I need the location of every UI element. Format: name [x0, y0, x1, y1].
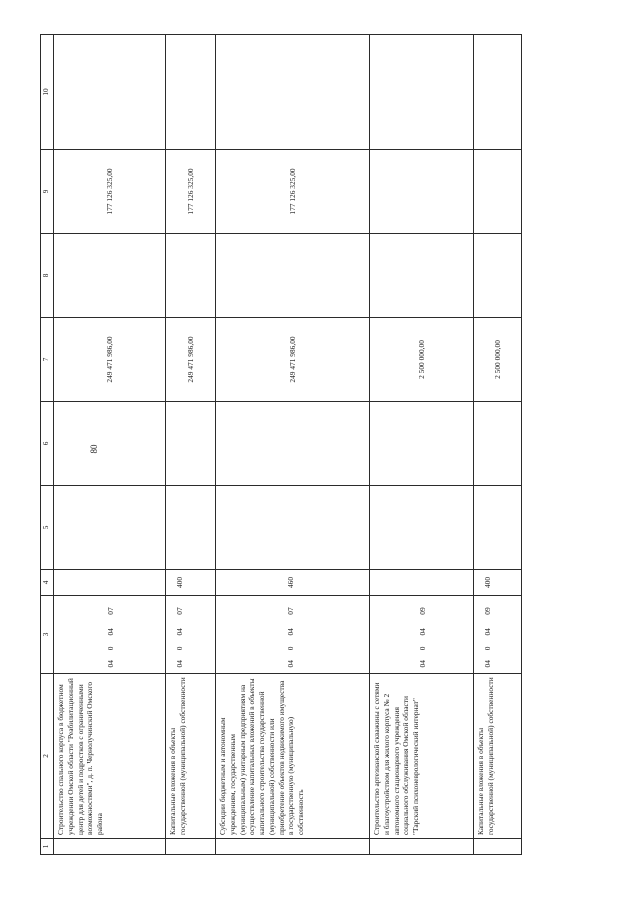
row-code	[370, 596, 474, 674]
code-part: 07	[106, 607, 115, 615]
cell-c8	[474, 234, 522, 318]
code-part: 09	[418, 607, 427, 615]
cell-c1	[54, 839, 166, 855]
code-part: 04	[483, 628, 492, 636]
cell-c1	[166, 839, 216, 855]
col-header-1: 1	[41, 839, 54, 855]
cell-c9: 177 126 325,00	[54, 150, 166, 234]
cell-c4	[370, 570, 474, 596]
col-header-8: 8	[41, 234, 54, 318]
col-header-7: 7	[41, 318, 54, 402]
table-row	[370, 35, 474, 855]
row-code	[474, 596, 522, 674]
cell-c7: 249 471 986,00	[54, 318, 166, 402]
table-row	[54, 35, 166, 855]
code-part: 04	[286, 628, 295, 636]
cell-c6	[166, 402, 216, 486]
cell-c9: 177 126 325,00	[216, 150, 370, 234]
cell-c5	[166, 486, 216, 570]
cell-c4: 400	[474, 570, 522, 596]
code-part: 0	[106, 646, 115, 651]
cell-c6	[216, 402, 370, 486]
cell-c9	[474, 150, 522, 234]
cell-c10	[370, 35, 474, 150]
row-code	[54, 596, 166, 674]
code-part: 07	[175, 607, 184, 615]
row-name: Строительство спального корпуса в бюджетном учреждении Омской области "Реабилитационный центр для детей и подростков с ограниченными возможностями", д. п. Чернолучинский Омского района	[54, 674, 166, 839]
cell-c9: 177 126 325,00	[166, 150, 216, 234]
cell-c8	[370, 234, 474, 318]
cell-c5	[54, 486, 166, 570]
cell-c5	[474, 486, 522, 570]
code-part: 04	[483, 660, 492, 668]
code-part: 0	[175, 646, 184, 651]
row-code	[166, 596, 216, 674]
budget-table	[40, 34, 522, 855]
col-header-4: 4	[41, 570, 54, 596]
table-rotation-frame	[40, 35, 540, 855]
cell-c6	[54, 402, 166, 486]
code-part: 0	[286, 646, 295, 651]
cell-c1	[474, 839, 522, 855]
code-part: 04	[106, 660, 115, 668]
code-part: 04	[175, 660, 184, 668]
cell-c8	[216, 234, 370, 318]
cell-c5	[216, 486, 370, 570]
cell-c9	[370, 150, 474, 234]
code-part: 07	[286, 607, 295, 615]
cell-c10	[166, 35, 216, 150]
cell-c7: 249 471 986,00	[216, 318, 370, 402]
col-header-6: 6	[41, 402, 54, 486]
code-part: 04	[286, 660, 295, 668]
code-part: 09	[483, 607, 492, 615]
code-part: 0	[418, 646, 427, 651]
cell-c1	[216, 839, 370, 855]
cell-c10	[474, 35, 522, 150]
row-name: Строительство артезианской скважины с сетями и благоустройством для жилого корпуса № 2 автономного стационарного учреждения социального обслуживания Омской области "Тарский психоневрологический интернат"	[370, 674, 474, 839]
code-part: 0	[483, 646, 492, 651]
cell-c7: 2 500 000,00	[474, 318, 522, 402]
page-number: 80	[89, 444, 99, 454]
col-header-10: 10	[41, 35, 54, 150]
cell-c8	[166, 234, 216, 318]
cell-c4: 400	[166, 570, 216, 596]
code-part: 04	[175, 628, 184, 636]
col-header-5: 5	[41, 486, 54, 570]
cell-c4	[54, 570, 166, 596]
row-name: Капитальные вложения в объекты государственной (муниципальной) собственности	[474, 674, 522, 839]
code-part: 04	[418, 660, 427, 668]
rotated-table-sheet	[40, 35, 640, 849]
table-row	[216, 35, 370, 855]
col-header-9: 9	[41, 150, 54, 234]
cell-c6	[474, 402, 522, 486]
table-row	[166, 35, 216, 855]
code-part: 04	[106, 628, 115, 636]
row-name: Субсидии бюджетным и автономным учреждениям, государственным (муниципальным) унитарным предприятиям на осуществление капитальных вложений в объекты капитального строительства государственной (муниципальной) собственности или приобретение объектов недвижимого имущества в государственную (муниципальную) собственность	[216, 674, 370, 839]
col-header-2: 2	[41, 674, 54, 839]
cell-c6	[370, 402, 474, 486]
cell-c4: 460	[216, 570, 370, 596]
row-name: Капитальные вложения в объекты государственной (муниципальной) собственности	[166, 674, 216, 839]
cell-c10	[54, 35, 166, 150]
cell-c5	[370, 486, 474, 570]
cell-c10	[216, 35, 370, 150]
cell-c7: 2 500 000,00	[370, 318, 474, 402]
cell-c1	[370, 839, 474, 855]
cell-c8	[54, 234, 166, 318]
cell-c7: 249 471 986,00	[166, 318, 216, 402]
table-row	[474, 35, 522, 855]
row-code	[216, 596, 370, 674]
code-part: 04	[418, 628, 427, 636]
col-header-3: 3	[41, 596, 54, 674]
header-row	[41, 35, 54, 855]
